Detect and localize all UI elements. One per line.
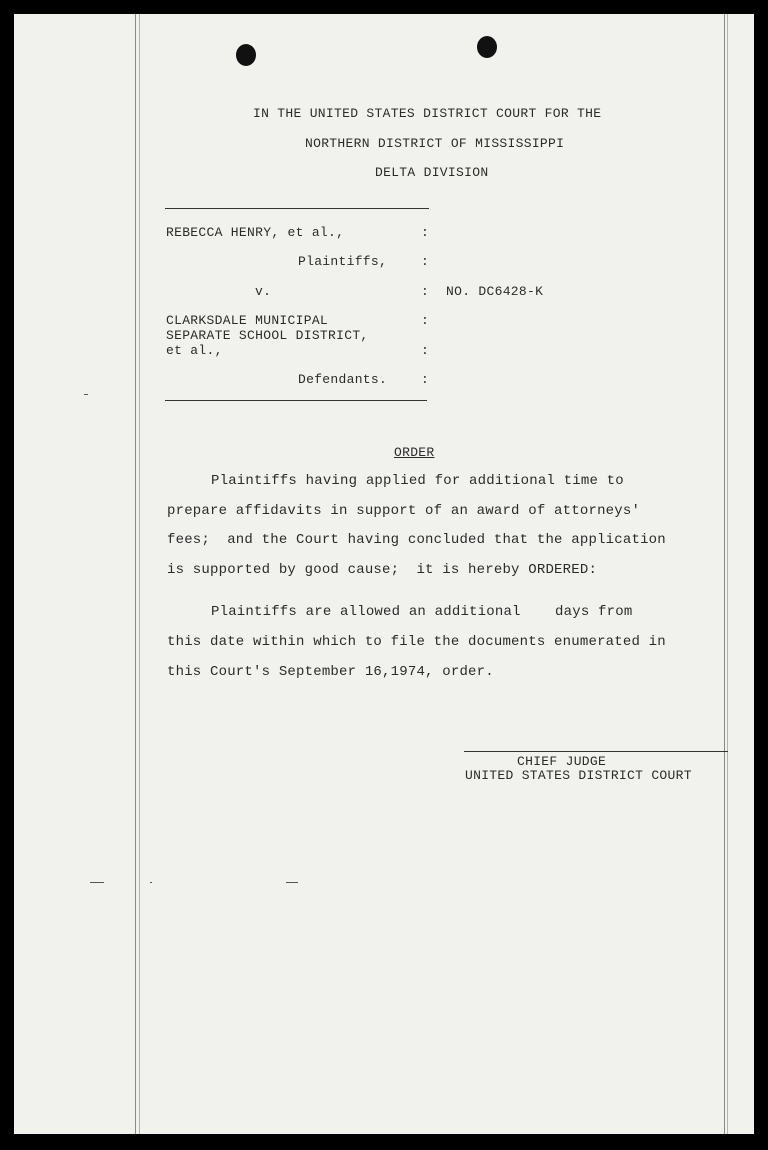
paper-speck [286,882,298,883]
paper-speck [150,882,152,883]
defendant-line1: CLARKSDALE MUNICIPAL [166,313,329,328]
paper-speck [84,394,88,395]
caption-colon: : [421,372,430,387]
caption-colon: : [421,254,430,269]
paper-speck [90,882,104,883]
document-page [14,14,754,1134]
left-margin-line [135,14,136,1134]
caption-top-rule [165,208,429,209]
signature-title: CHIEF JUDGE [517,754,607,769]
signature-line [464,751,728,752]
right-margin-line [724,14,725,1134]
punch-hole [477,36,497,58]
left-margin-line [139,14,140,1134]
caption-bottom-rule [165,400,427,401]
signature-court: UNITED STATES DISTRICT COURT [465,768,692,783]
caption-colon: : [421,313,430,328]
defendant-line2: SEPARATE SCHOOL DISTRICT, [166,328,369,343]
caption-colon: : [421,225,430,240]
order-paragraph-line: Plaintiffs having applied for additional time to [211,473,624,489]
order-paragraph-line: this Court's September 16,1974, order. [167,664,494,680]
order-paragraph-line: is supported by good cause; it is hereby ORDERED: [167,562,598,578]
order-paragraph-line: Plaintiffs are allowed an additional days from [211,604,633,620]
order-paragraph-line: fees; and the Court having concluded that the application [167,532,666,548]
right-margin-line [727,14,728,1134]
defendant-line3: et al., [166,343,223,358]
order-title: ORDER [394,445,435,460]
plaintiffs-label: Plaintiffs, [298,254,388,269]
versus: v. [255,284,272,299]
defendants-label: Defendants. [298,372,388,387]
caption-colon: : [421,284,430,299]
caption-colon: : [421,343,430,358]
punch-hole [236,44,256,66]
order-paragraph-line: prepare affidavits in support of an award of attorneys' [167,503,641,519]
order-paragraph-line: this date within which to file the documents enumerated in [167,634,666,650]
court-heading-line3: DELTA DIVISION [375,165,489,180]
case-number: NO. DC6428-K [446,284,544,299]
court-heading-line1: IN THE UNITED STATES DISTRICT COURT FOR THE [253,106,602,121]
plaintiff-name: REBECCA HENRY, et al., [166,225,345,240]
court-heading-line2: NORTHERN DISTRICT OF MISSISSIPPI [305,136,565,151]
